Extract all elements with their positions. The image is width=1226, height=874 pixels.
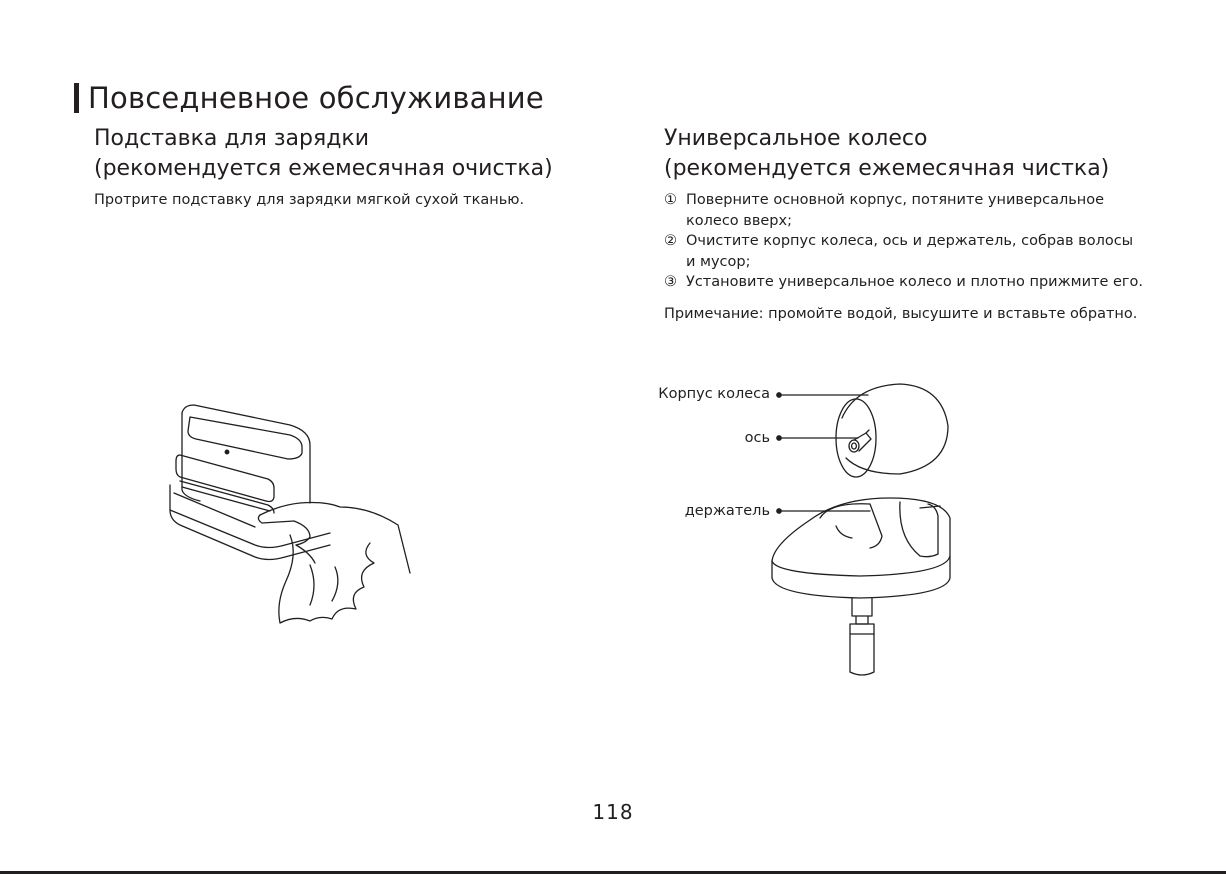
wheel-axle bbox=[849, 430, 871, 452]
step-text-continued: колесо вверх; bbox=[686, 212, 792, 229]
section-heading bbox=[74, 80, 544, 116]
step-item bbox=[664, 231, 1143, 252]
heading-accent-bar bbox=[74, 83, 79, 113]
charging-dock-wiping-illustration bbox=[160, 395, 420, 630]
step-indent bbox=[664, 252, 686, 273]
step-number: ② bbox=[664, 233, 677, 249]
step-indent bbox=[664, 211, 686, 232]
cleaning-cloth bbox=[279, 535, 374, 623]
wheel-note: Примечание: промойте водой, высушите и вставьте обратно. bbox=[664, 306, 1138, 322]
wheel-body bbox=[836, 384, 948, 477]
wheel-frequency: (рекомендуется ежемесячная чистка) bbox=[664, 156, 1110, 181]
callout-wheel-body: Корпус колеса bbox=[658, 386, 770, 402]
charging-dock-instruction: Протрите подставку для зарядки мягкой сухой тканью. bbox=[94, 192, 525, 208]
universal-wheel-exploded-illustration bbox=[770, 378, 970, 680]
page-title: Повседневное обслуживание bbox=[88, 81, 544, 115]
dock-charging-contact-upper bbox=[176, 455, 274, 502]
wheel-cleaning-steps bbox=[664, 190, 1143, 293]
step-text-continued: и мусор; bbox=[686, 253, 751, 270]
callout-axle: ось bbox=[744, 430, 770, 446]
callout-holder: держатель bbox=[684, 503, 770, 519]
step-item bbox=[664, 190, 1143, 211]
step-text: Установите универсальное колесо и плотно прижмите его. bbox=[686, 274, 1144, 290]
page-number: 118 bbox=[592, 800, 634, 824]
step-item bbox=[664, 272, 1143, 293]
charging-dock-subtitle: Подставка для зарядки bbox=[94, 126, 370, 151]
dock-body bbox=[182, 405, 310, 503]
step-continuation bbox=[664, 211, 1143, 232]
charging-dock-frequency: (рекомендуется ежемесячная очистка) bbox=[94, 156, 553, 181]
wheel-holder bbox=[772, 498, 950, 675]
step-number: ③ bbox=[664, 274, 677, 290]
wheel-subtitle: Универсальное колесо bbox=[664, 126, 928, 151]
step-continuation bbox=[664, 252, 1143, 273]
step-number: ① bbox=[664, 192, 677, 208]
hand-outline bbox=[260, 503, 410, 574]
step-text: Поверните основной корпус, потяните универсальное bbox=[686, 192, 1105, 208]
step-text: Очистите корпус колеса, ось и держатель, собрав волосы bbox=[686, 233, 1134, 249]
callout-leader-lines bbox=[777, 393, 870, 513]
